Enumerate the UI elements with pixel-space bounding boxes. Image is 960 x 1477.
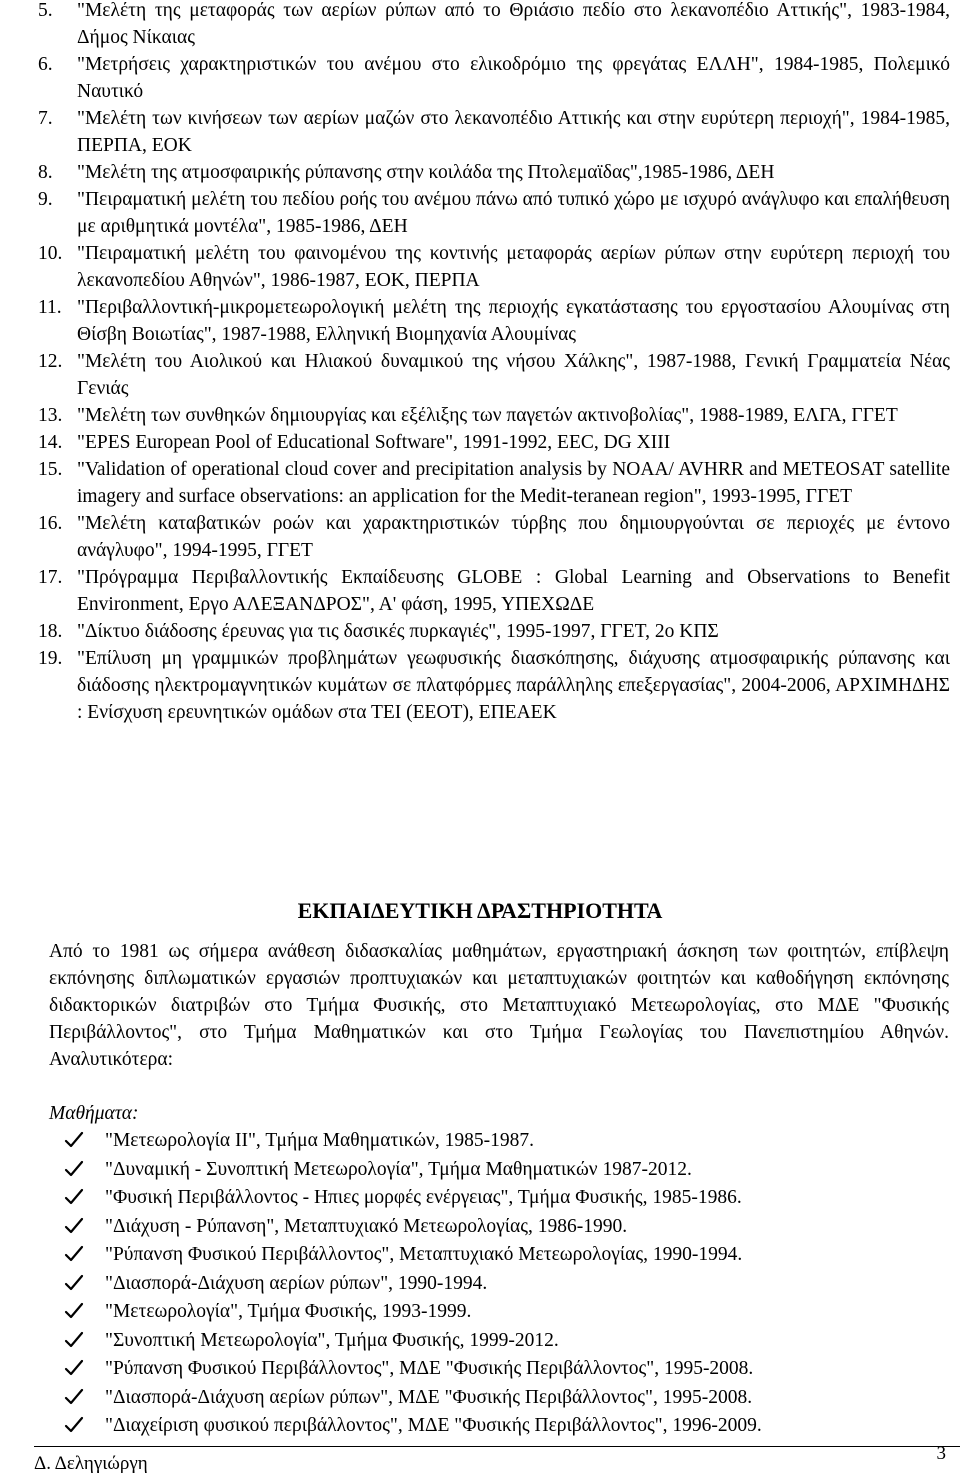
course-item [64,1156,944,1185]
course-text: "Δυναμική - Συνοπτική Μετεωρολογία", Τμήμα Μαθηματικών 1987-2012. [105,1158,692,1180]
project-item [38,402,950,429]
course-item [64,1298,944,1327]
project-number: 18. [38,621,63,642]
project-text: "Μελέτη του Αιολικού και Ηλιακού δυναμικού της νήσου Χάλκης", 1987-1988, Γενική Γραμματεία Νέας Γενιάς [77,351,950,399]
project-item [38,51,950,105]
courses-list [64,1127,944,1441]
checkmark-icon [64,1330,84,1350]
project-number: 16. [38,513,63,534]
checkmark-icon [64,1130,84,1150]
course-item [64,1384,944,1413]
project-number: 19. [38,648,63,669]
checkmark-icon [64,1387,84,1407]
project-item [38,186,950,240]
course-text: "Μετεωρολογία", Τμήμα Φυσικής, 1993-1999. [105,1301,472,1322]
project-item [38,645,950,726]
course-item [64,1184,944,1213]
project-number: 6. [38,54,53,75]
project-number: 14. [38,432,63,453]
project-text: "Πειραματική μελέτη του φαινομένου της κοντινής μεταφοράς αερίων ρύπων στην ευρύτερη περιοχή του λεκανοπεδίου Αθηνών", 1986-1987, ΕΟΚ, ΠΕΡΠΑ [77,243,950,291]
project-text: "Περιβαλλοντική-μικρομετεωρολογική μελέτη της περιοχής εγκατάστασης του εργοστασίου Αλουμίνας στη Θίσβη Βοιωτίας", 1987-1988, Ελληνική Βιομηχανία Αλουμίνας [77,297,950,345]
courses-label: Μαθήματα: [49,1103,139,1124]
project-item [38,618,950,645]
project-text: "Μελέτη των κινήσεων των αερίων μαζών στο λεκανοπέδιο Αττικής και στην ευρύτερη περιοχή", 1984-1985, ΠΕΡΠΑ, ΕΟΚ [77,108,950,156]
project-item [38,294,950,348]
project-item [38,159,950,186]
course-text: "Μετεωρολογία ΙΙ", Τμήμα Μαθηματικών, 1985-1987. [105,1130,534,1151]
project-text: "Επίλυση μη γραμμικών προβλημάτων γεωφυσικής διασκόπησης, διάχυσης ατμοσφαιρικής ρύπανσης και διάδοσης ηλεκτρομαγνητικών κυμάτων σε πλατφόρμες παράλληλης επεξεργασίας", 2004-2006, ΑΡΧΙΜΗΔΗΣ : Ενίσχυση ερευνητικών ομάδων στα ΤΕΙ (ΕΕΟΤ), ΕΠΕΑΕΚ [77,648,950,723]
checkmark-icon [64,1273,84,1293]
course-text: "Συνοπτική Μετεωρολογία", Τμήμα Φυσικής, 1999-2012. [105,1329,559,1351]
project-number: 12. [38,351,63,372]
project-item [38,510,950,564]
section-heading: ΕΚΠΑΙΔΕΥΤΙΚΗ ΔΡΑΣΤΗΡΙΟΤΗΤΑ [297,898,663,923]
project-text: "Μελέτη της μεταφοράς των αερίων ρύπων από το Θριάσιο πεδίο στο λεκανοπέδιο Αττικής", 1983-1984, Δήμος Νίκαιας [77,0,950,48]
footer-author: Δ. Δεληγιώργη [34,1453,148,1474]
project-number: 13. [38,405,63,426]
projects-list [38,0,950,726]
project-text: "Μελέτη των συνθηκών δημιουργίας και εξέλιξης των παγετών ακτινοβολίας", 1988-1989, ΕΛΓΑ, ΓΓΕΤ [77,405,898,426]
project-item [38,0,950,51]
project-number: 17. [38,567,63,588]
project-item [38,348,950,402]
checkmark-icon [64,1301,84,1321]
checkmark-icon [64,1358,84,1378]
project-item [38,105,950,159]
project-text: "Μετρήσεις χαρακτηριστικών του ανέμου στο ελικοδρόμιο της φρεγάτας ΕΛΛΗ", 1984-1985, Πολεμικό Ναυτικό [77,54,950,102]
course-text: "Διασπορά-Διάχυση αερίων ρύπων", 1990-1994. [105,1272,488,1294]
footer-divider [34,1446,960,1447]
project-item [38,564,950,618]
course-text: "Διαχείριση φυσικού περιβάλλοντος", ΜΔΕ "Φυσικής Περιβάλλοντος", 1996-2009. [105,1415,762,1436]
checkmark-icon [64,1244,84,1264]
course-item [64,1213,944,1242]
course-item [64,1327,944,1356]
checkmark-icon [64,1187,84,1207]
project-number: 11. [38,297,62,318]
project-item [38,456,950,510]
project-text: "Πειραματική μελέτη του πεδίου ροής του ανέμου πάνω από τυπικό χώρο με ισχυρό ανάγλυφο και επαλήθευση με αριθμητικά μοντέλα", 1985-1986, ΔΕΗ [77,189,950,237]
course-item [64,1412,944,1441]
checkmark-icon [64,1159,84,1179]
course-item [64,1241,944,1270]
project-number: 10. [38,243,63,264]
course-item [64,1127,944,1156]
course-item [64,1270,944,1299]
project-number: 8. [38,162,53,183]
project-text: "EPES European Pool of Educational Software", 1991-1992, EEC, DG XIII [77,432,671,453]
project-text: "Μελέτη της ατμοσφαιρικής ρύπανσης στην κοιλάδα της Πτολεμαϊδας",1985-1986, ΔΕΗ [77,162,775,183]
intro-paragraph: Από το 1981 ως σήμερα ανάθεση διδασκαλίας μαθημάτων, εργαστηριακή άσκηση των φοιτητών, επίβλεψη εκπόνησης διπλωματικών εργασιών προπτυχιακών και μεταπτυχιακών φοιτητών και καθοδήγηση εκπόνησης διδακτορικών διατριβών στο Τμήμα Φυσικής, στο Μεταπτυχιακό Μετεωρολογίας, στο ΜΔΕ "Φυσικής Περιβάλλοντος", στο Τμήμα Μαθηματικών και στο Τμήμα Γεωλογίας του Πανεπιστημίου Αθηνών. Αναλυτικότερα: [49,941,949,1070]
project-number: 15. [38,459,63,480]
project-item [38,240,950,294]
course-text: "Ρύπανση Φυσικού Περιβάλλοντος", ΜΔΕ "Φυσικής Περιβάλλοντος", 1995-2008. [105,1358,754,1379]
course-text: "Διασπορά-Διάχυση αερίων ρύπων", ΜΔΕ "Φυσικής Περιβάλλοντος", 1995-2008. [105,1386,753,1408]
checkmark-icon [64,1216,84,1236]
project-text: "Μελέτη καταβατικών ροών και χαρακτηριστικών τύρβης που δημιουργούνται σε περιοχές με έντονο ανάγλυφο", 1994-1995, ΓΓΕΤ [77,513,950,561]
project-text: "Δίκτυο διάδοσης έρευνας για τις δασικές πυρκαγιές", 1995-1997, ΓΓΕΤ, 2ο ΚΠΣ [77,621,719,642]
project-number: 5. [38,0,53,21]
course-text: "Διάχυση - Ρύπανση", Μεταπτυχιακό Μετεωρολογίας, 1986-1990. [105,1215,628,1237]
project-text: "Validation of operational cloud cover and precipitation analysis by NOAA/ AVHRR and METEOSAT satellite imagery and surface observations: an application for the Medit-teranean region", 1993-1995, ΓΓΕΤ [77,459,950,507]
course-text: "Φυσική Περιβάλλοντος - Ηπιες μορφές ενέργειας", Τμήμα Φυσικής, 1985-1986. [105,1187,742,1208]
project-text: "Πρόγραμμα Περιβαλλοντικής Εκπαίδευσης GLOBE : Global Learning and Observations to Benefit Environment, Εργο ΑΛΕΞΑΝΔΡΟΣ", Α' φάση, 1995, ΥΠΕΧΩΔΕ [77,567,950,615]
project-item [38,429,950,456]
checkmark-icon [64,1415,84,1435]
page-number: 3 [936,1443,946,1464]
course-text: "Ρύπανση Φυσικού Περιβάλλοντος", Μεταπτυχιακό Μετεωρολογίας, 1990-1994. [105,1244,743,1265]
project-number: 9. [38,189,53,210]
project-number: 7. [38,108,53,129]
course-item [64,1355,944,1384]
